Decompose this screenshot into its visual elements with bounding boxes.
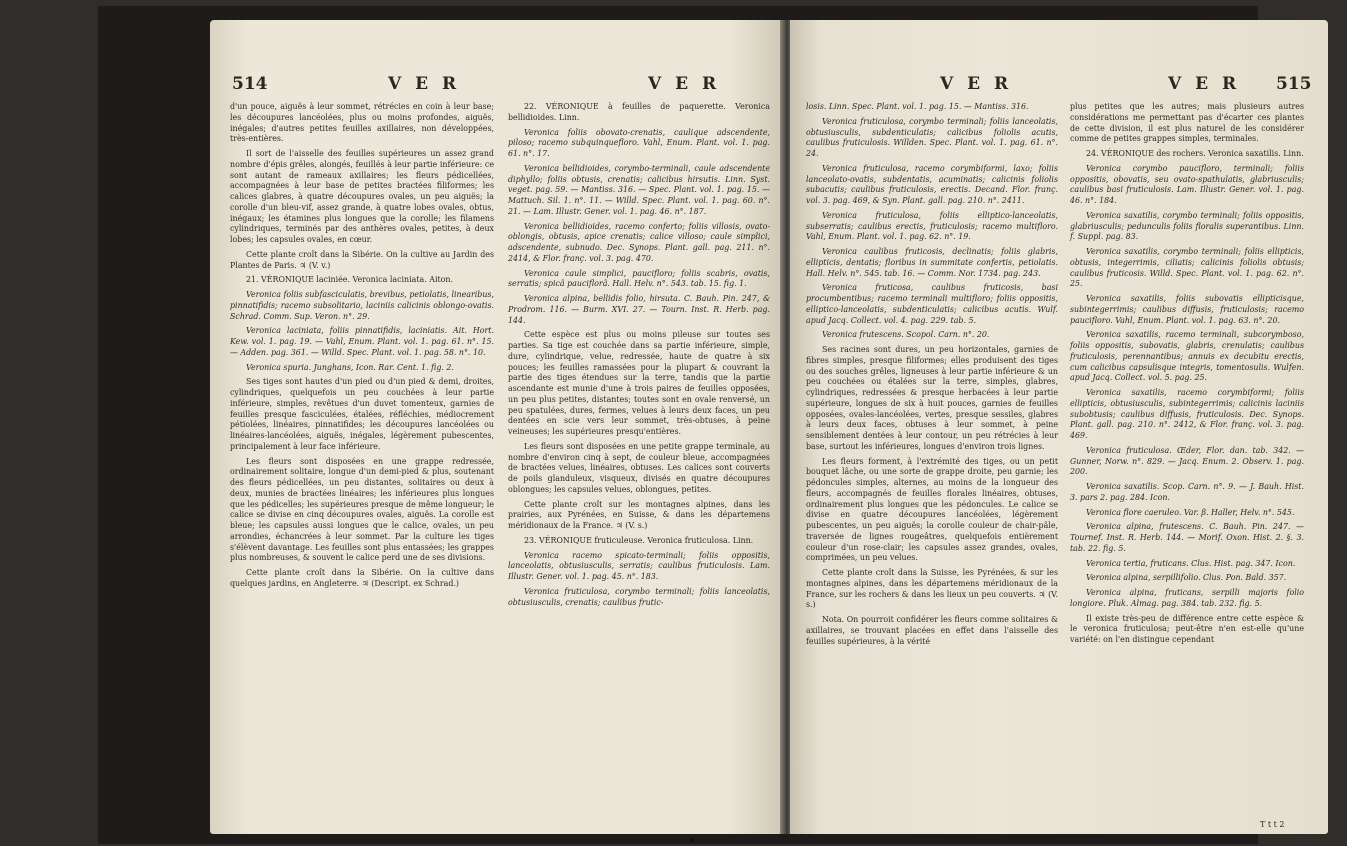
paragraph: Les fleurs forment, à l'extrémité des tiges, ou un petit bouquet lâche, ou une sorte de grappe droite, peu garnie; les pédoncules simples, alternes, au moins de la longueur des fleurs, accompagnés de feuilles florales linéaires, obtuses, ordinairement plus longues que les pédoncules. Le calice se divise en quatre découpures lancéolées, légèrement pubescentes, un peu aiguës; la corolle couleur de chair-pâle, traversée de lignes rougeâtres, quelquefois entièrement couleur d'un rose-clair; les capsules assez grandes, ovales, comprimées, un peu velues. — [806, 456, 1058, 563]
paragraph: Nota. On pourroit confidérer les fleurs comme solitaires & axillaires, se trouvant placées en effet dans l'aisselle des feuilles supérieures, à la vérité — [806, 615, 1058, 646]
paragraph: Cette plante croît dans la Sibérie. On la cultive dans quelques jardins, en Angleterre. ♃ (Descript. ex Schrad.) — [230, 568, 494, 588]
citation: Veronica alpina, fruticans, serpilli majoris folio longiore. Pluk. Almag. pag. 384. tab. 232. fig. 5. — [1070, 588, 1304, 608]
citation: Veronica foliis obovato-crenatis, caulique adscendente, piloso; racemo subquinquefloro. Vahl, Enum. Plant. vol. 1. pag. 61. n°. 17. — [508, 127, 770, 158]
citation: Veronica tertia, fruticans. Clus. Hist. pag. 347. Icon. — [1086, 558, 1296, 568]
paragraph: Cette espèce est plus ou moins pileuse sur toutes ses parties. Sa tige est couchée dans sa partie inférieure, simple, dure, cylindrique, velue, redressée, haute de quatre à six pouces; les feuilles ramassées pour la plupart & couvrant la partie des tiges étendues sur la terre, tandis que la partie ascendante est munie d'une à trois paires de feuilles opposées, un peu plus petites, distantes; toutes sont en ovale renversé, un peu spatulées, dures, fermes, velues à leurs deux faces, un peu dentées en scie vers leur sommet, très-obtuses, à peine veineuses; les supérieures presqu'entières. — [508, 330, 770, 436]
citation: Veronica saxatilis, corymbo terminali; foliis ellipticis, obtusis, integerrimis, ciliatis; calicinis foliolis obtusis; caulibus fruticosis. Willd. Spec. Plant. vol. 1. pag. 62. n°. 25. — [1070, 247, 1304, 289]
citation: Veronica fruticulosa, racemo corymbiformi, laxo; foliis lanceolato-ovatis, subdentatis, acuminatis; calicinis foliolis subacutis; caulibus fruticulosis, erectis. Decand. Flor. franç. vol. 3. pag. 469, & Syn. Plant. gall. pag. 210. n°. 2411. — [806, 163, 1058, 205]
running-head-right-1: V E R — [940, 74, 1013, 94]
page-marker-dot — [690, 838, 694, 842]
left-page — [210, 20, 783, 834]
citation: Veronica fruticulosa, corymbo terminali; foliis lanceolatis, obtusiusculis, crenatis; caulibus frutic- — [508, 586, 770, 607]
left-column-1 — [230, 102, 494, 594]
citation: Veronica spuria. Junghans, Icon. Rar. Cent. 1. fig. 2. — [246, 362, 454, 372]
signature-mark: T t t 2 — [1260, 820, 1285, 829]
citation: Veronica fruticulosa. Œder, Flor. dan. tab. 342. — Gunner, Norw. n°. 829. — Jacq. Enum. 2. Observ. 1. pag. 200. — [1070, 445, 1304, 477]
paragraph: Il existe très-peu de différence entre cette espèce & le veronica fruticulosa; peut-être n'en est-elle qu'une variété: on l'en distingue cependant — [1070, 613, 1304, 644]
paragraph: Cette plante croît dans la Suisse, les Pyrénées, & sur les montagnes alpines, dans les départemens méridionaux de la France, sur les rochers & dans les lieux un peu couverts. ♃ (V. s.) — [806, 568, 1058, 610]
citation: Veronica laciniata, foliis pinnatifidis, laciniatis. Ait. Hort. Kew. vol. 1. pag. 19. — Vahl, Enum. Plant. vol. 1. pag. 61. n°. 15. — Adden. pag. 361. — Willd. Spec. Plant. vol. 1. pag. 58. n°. 10. — [230, 326, 494, 357]
species-heading: 24. VÉRONIQUE des rochers. Veronica saxatilis. Linn. — [1086, 149, 1304, 158]
species-heading: 22. VÉRONIQUE à feuilles de paquerette. Veronica bellidioides. Linn. — [508, 102, 770, 122]
citation: Veronica frutescens. Scopol. Carn. n°. 20. — [822, 330, 990, 340]
citation: Veronica saxatilis. Scop. Carn. n°. 9. — J. Bauh. Hist. 3. pars 2. pag. 284. Icon. — [1070, 482, 1304, 502]
citation: Veronica saxatilis, racemo terminali, subcorymboso, foliis oppositis, subovatis, glabris, crenulatis; caulibus fruticulosis, perennantibus; annuis ex decubitu erectis, cum calicibus capsulisque integris, tomentosulis. Wulfen. apud Jacq. Collect. vol. 5. pag. 25. — [1070, 330, 1304, 383]
paragraph: Cette plante croît sur les montagnes alpines, dans les prairies, aux Pyrénées, en Suisse, & dans les départemens méridionaux de la France. ♃ (V. s.) — [508, 499, 770, 530]
citation: Veronica foliis subfasciculatis, brevibus, petiolatis, linearibus, pinnatifidis; racemo subsolitario, laciniis calicinis oblongo-ovatis. Schrad. Comm. Sup. Veron. n°. 29. — [230, 290, 494, 321]
citation: Veronica fruticosa, caulibus fruticosis, basi procumbentibus; racemo terminali multifloro; foliis oppositis, elliptico-lanceolatis, subdenticulatis; calicibus acutis. Wulf. apud Jacq. Collect. vol. 4. pag. 229. tab. 5. — [806, 283, 1058, 325]
paragraph: Les fleurs sont disposées en une grappe redressée, ordinairement solitaire, longue d'un demi-pied & plus, soutenant des fleurs pédicellées, un peu distantes, solitaires ou deux à deux, munies de bractées linéaires; les inférieures plus longues que les pédicelles; les supérieures presque de même longueur; le calice se divise en cinq découpures ovales, aiguës. La corolle est bleue; les capsules aussi longues que le calice, ovales, un peu arrondies, échancrées à leur sommet. Par la culture les tiges s'élèvent davantage. Les feuilles sont plus entassées; les grappes plus nombreuses, & souvent le calice perd une de ses divisions. — [230, 456, 494, 563]
running-head-right-2: V E R — [1168, 74, 1241, 94]
citation: Veronica bellidioides, racemo conferto; foliis villosis, ovato-oblongis, obtusis, apice crenatis; calice villoso; caule simplici, adscendente, subnudo. Dec. Synops. Plant. gall. pag. 211. n°. 2414, & Flor. franç. vol. 3. pag. 470. — [508, 221, 770, 263]
citation: Veronica alpina, bellidis folio, hirsuta. C. Bauh. Pin. 247, & Prodrom. 116. — Burm. XVI. 27. — Tourn. Inst. R. Herb. pag. 144. — [508, 294, 770, 325]
citation: Veronica saxatilis, foliis subovatis ellipticisque, subintegerrimis; caulibus diffusis, fruticulosis; racemo paucifloro. Vahl, Enum. Plant. vol. 1. pag. 63. n°. 20. — [1070, 294, 1304, 325]
citation: Veronica fruticulosa, foliis elliptico-lanceolatis, subserratis; caulibus erectis, fruticulosis; racemo multifloro. Vahl, Enum. Plant. vol. 1. pag. 62. n°. 19. — [806, 210, 1058, 242]
citation: Veronica alpina, serpillifolio. Clus. Pon. Bald. 357. — [1086, 573, 1287, 583]
running-head-left-1: V E R — [388, 74, 461, 94]
right-page — [790, 20, 1328, 834]
paragraph: Ses racines sont dures, un peu horizontales, garnies de fibres simples, presque filiformes; elles produisent des tiges ou des souches grêles, ligneuses à leur partie inférieure & un peu couchées ou étalées sur la terre, simples, glabres, cylindriques, redressées & presque herbacées à leur partie supérieure, longues de six à huit pouces, garnies de feuilles opposées, ovales-lancéolées, vertes, presque sessiles, glabres à leurs deux faces, obtuses à leur sommet, à peine sensiblement dentées à leur contour, un peu rétrécies à leur base, surtout les inférieures, longues d'environ trois lignes. — [806, 345, 1058, 451]
citation: Veronica saxatilis, racemo corymbiformi; foliis ellipticis, obtusiusculis, subintegerrimis; calicinis laciniis subobtusis; caulibus diffusis, fruticulosis. Dec. Synops. Plant. gall. pag. 210. n°. 2412, & Flor. franç. vol. 3. pag. 469. — [1070, 388, 1304, 440]
citation: Veronica caulibus fruticosis, declinatis; foliis glabris, ellipticis, dentatis; floribus in summitate confertis, petiolatis. Hall. Helv. n°. 545. tab. 16. — Comm. Nor. 1734. pag. 243. — [806, 247, 1058, 278]
paragraph: plus petites que les autres; mais plusieurs autres considérations me permettant pas d'écarter ces plantes de cette division, il est plus naturel de les considérer comme de petites grappes simples, terminales. — [1070, 102, 1304, 144]
species-heading: 21. VÉRONIQUE laciniée. Veronica laciniata. Aiton. — [246, 275, 453, 285]
page-number-right: 515 — [1276, 74, 1312, 94]
right-column-1 — [806, 102, 1058, 651]
citation: Veronica corymbo paucifloro, terminali; foliis oppositis, obovatis, seu ovato-spathulatis, glabriusculis; caulibus basi fruticulosis. Lam. Illustr. Gener. vol. 1. pag. 46. n°. 184. — [1070, 163, 1304, 205]
citation: Veronica alpina, frutescens. C. Bauh. Pin. 247. — Tournef. Inst. R. Herb. 144. — Morif. Oxon. Hist. 2. §. 3. tab. 22. fig. 5. — [1070, 522, 1304, 553]
citation: Veronica bellidioides, corymbo-terminali, caule adscendente diphyllo; foliis obtusis, crenatis; calicibus hirsutis. Linn. Syst. veget. pag. 59. — Mantiss. 316. — Spec. Plant. vol. 1. pag. 15. — Mattuch. Sil. 1. n°. 11. — Willd. Spec. Plant. vol. 1. pag. 60. n°. 21. — Lam. Illustr. Gener. vol. 1. pag. 46. n°. 187. — [508, 163, 770, 216]
citation: Veronica racemo spicato-terminali; foliis oppositis, lanceolatis, obtusiusculis, serratis; caulibus fruticulosis. Lam. Illustr. Gener. vol. 1. pag. 45. n°. 183. — [508, 550, 770, 581]
right-column-2 — [1070, 102, 1304, 650]
citation: losis. Linn. Spec. Plant. vol. 1. pag. 15. — Mantiss. 316. — [806, 102, 1029, 111]
paragraph: Les fleurs sont disposées en une petite grappe terminale, au nombre d'environ cinq à sept, de couleur bleue, accompagnées de bractées velues, linéaires, obtuses. Les calices sont couverts de poils glanduleux, visqueux, divisés en quatre découpures oblongues; les capsules velues, oblongues, petites. — [508, 441, 770, 494]
open-book — [98, 6, 1312, 844]
left-column-2 — [508, 102, 770, 612]
paragraph: Cette plante croît dans la Sibérie. On la cultive au Jardin des Plantes de Paris. ♃ (V. v.) — [230, 249, 494, 270]
paragraph: Ses tiges sont hautes d'un pied ou d'un pied & demi, droites, cylindriques, quelquefois un peu couchées à leur partie inférieure, simples, revêtues d'un duvet tomenteux, garnies de feuilles presque fasciculées, étalées, réfléchies, médiocrement pétiolées, linéaires, pinnatifides; les découpures lancéolées ou linéaires-lancéolées, aiguës, inégales, légèrement pubescentes, principalement à leur face inférieure. — [230, 377, 494, 451]
citation: Veronica saxatilis, corymbo terminali; foliis oppositis, glabriusculis; pedunculis foliis floralis superantibus. Linn. f. Suppl. pag. 83. — [1070, 210, 1304, 242]
species-heading: 23. VÉRONIQUE fruticuleuse. Veronica fruticulosa. Linn. — [524, 535, 754, 545]
citation: Veronica caule simplici, paucifloro; foliis scabris, ovatis, serratis; spicâ pauciflorâ. Hall. Helv. n°. 543. tab. 15. fig. 1. — [508, 268, 770, 289]
paragraph: Il sort de l'aisselle des feuilles supérieures un assez grand nombre d'épis grêles, alongés, feuillés à leur partie inférieure: ce sont autant de rameaux axillaires; les fleurs pédicellées, accompagnées à leur base de petites bractées filiformes; les calices glabres, à quatre découpures ovales, un peu aiguës; la corolle d'un bleu-vif, assez grande, à quatre lobes ovales, obtus, inégaux; les étamines plus longues que la corolle; les filamens cylindriques, terminés par des anthères ovales, petites, à deux lobes; les capsules ovales, en cœur. — [230, 149, 494, 244]
citation: Veronica flore caeruleo. Var. β. Haller, Helv. n°. 545. — [1086, 507, 1295, 517]
citation: Veronica fruticulosa, corymbo terminali; foliis lanceolatis, obtusiusculis, subdenticulatis; calicibus foliolis acutis, caulibus fruticulosis. Willden. Spec. Plant. vol. 1. pag. 61. n°. 24. — [806, 116, 1058, 158]
page-number-left: 514 — [232, 74, 268, 94]
running-head-left-2: V E R — [648, 74, 721, 94]
paragraph: d'un pouce, aiguës à leur sommet, rétrécies en coin à leur base; les découpures lancéolées, plus ou moins profondes, aiguës, inégales; d'autres petites feuilles axillaires, non développées, très-entières. — [230, 102, 494, 144]
